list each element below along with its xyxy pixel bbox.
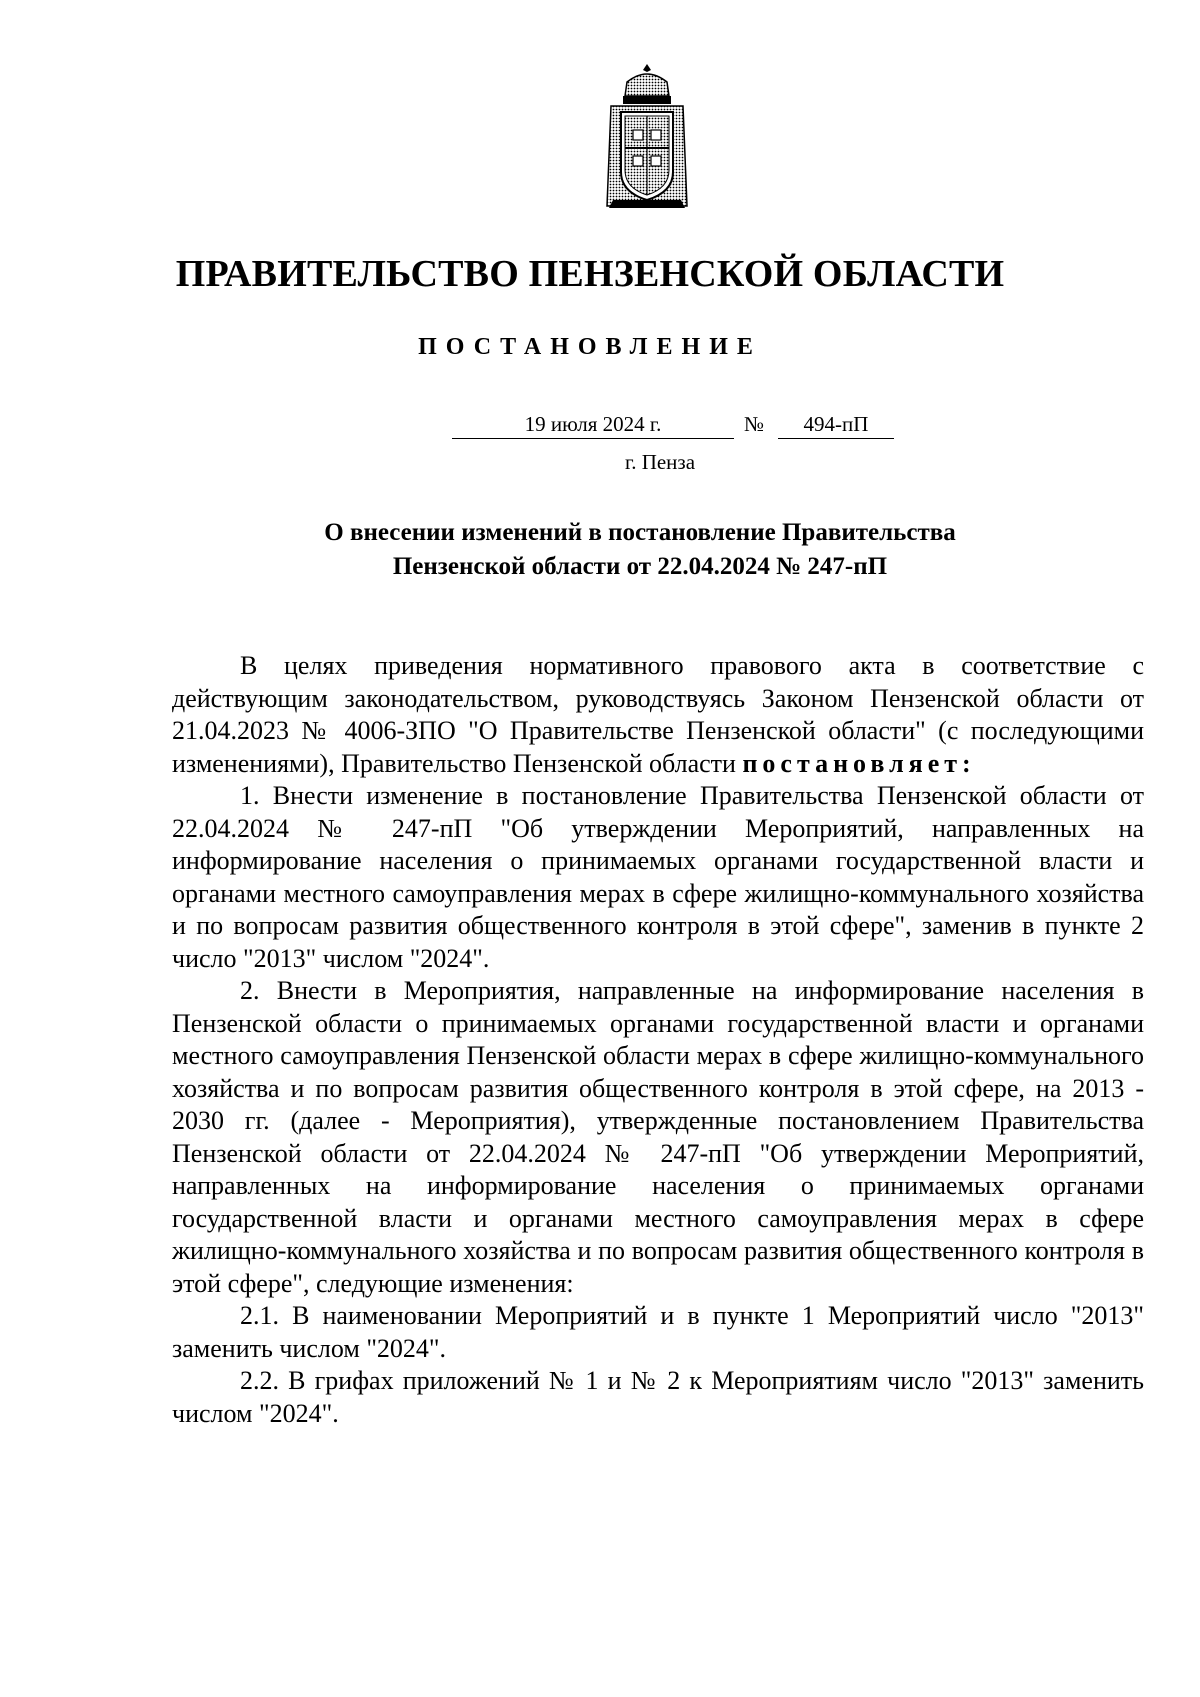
subject-line-1: О внесении изменений в постановление Правительства xyxy=(324,519,956,546)
organization-title: ПРАВИТЕЛЬСТВО ПЕНЗЕНСКОЙ ОБЛАСТИ xyxy=(175,253,1005,295)
document-type: ПОСТАНОВЛЕНИЕ xyxy=(418,334,762,360)
document-number: 494-пП xyxy=(778,410,894,439)
document-subject xyxy=(240,516,1040,584)
paragraph-2-2: 2.2. В грифах приложений № 1 и № 2 к Мероприятиям число "2013" заменить числом "2024". xyxy=(172,1366,1144,1428)
decree-word: постановляет: xyxy=(742,748,976,778)
paragraph-2-1: 2.1. В наименовании Мероприятий и в пункте 1 Мероприятий число "2013" заменить числом "2024". xyxy=(172,1301,1144,1363)
coat-of-arms-icon xyxy=(603,60,691,212)
number-sign: № xyxy=(744,412,765,436)
document-date: 19 июля 2024 г. xyxy=(452,410,734,439)
document-body xyxy=(172,650,1144,1430)
preamble-paragraph xyxy=(172,650,1144,780)
preamble-text: В целях приведения нормативного правового акта в соответствие с действующим законодательством, руководствуясь Законом Пензенской области от 21.04.2023 № 4006-ЗПО "О Правительстве Пензенской области" (с последующими изменениями), Правительство Пензенской области xyxy=(172,651,1144,778)
paragraph-2: 2. Внести в Мероприятия, направленные на информирование населения в Пензенской области о принимаемых органами государственной власти и органами местного самоуправления Пензенской области мерах в сфере жилищно-коммунального хозяйства и по вопросам развития общественного контроля в этой сфере, на 2013 - 2030 гг. (далее - Мероприятия), утвержденные постановлением Правительства Пензенской области от 22.04.2024 № 247-пП "Об утверждении Мероприятий, направленных на информирование населения о принимаемых органами государственной власти и органами местного самоуправления мерах в сфере жилищно-коммунального хозяйства и по вопросам развития общественного контроля в этой сфере", следующие изменения: xyxy=(172,976,1144,1298)
issue-city: г. Пенза xyxy=(624,450,696,474)
paragraph-1: 1. Внести изменение в постановление Правительства Пензенской области от 22.04.2024 № 247-пП "Об утверждении Мероприятий, направленных на информирование населения о принимаемых органами государственной власти и органами местного самоуправления мерах в сфере жилищно-коммунального хозяйства и по вопросам развития общественного контроля в этой сфере", заменив в пункте 2 число "2013" числом "2024". xyxy=(172,781,1144,973)
subject-line-2: Пензенской области от 22.04.2024 № 247-пП xyxy=(392,553,888,580)
